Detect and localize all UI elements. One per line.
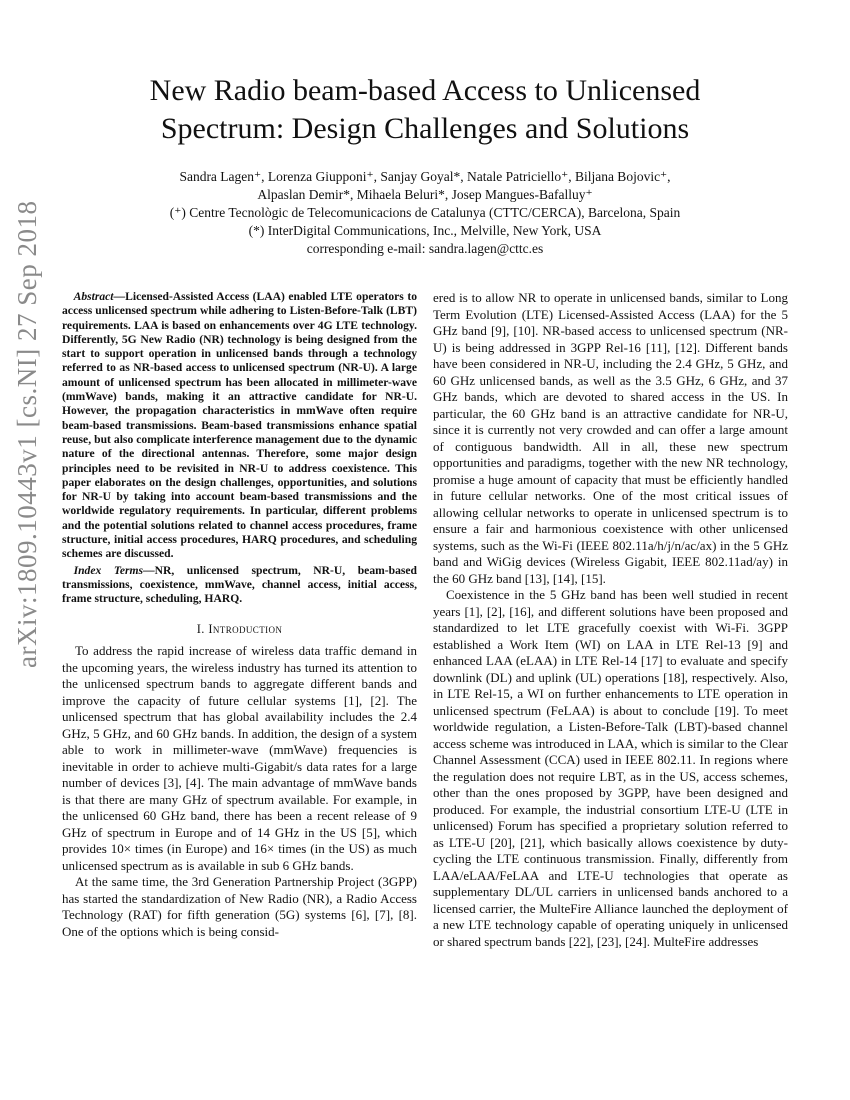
abstract-label: Abstract: [73, 290, 114, 303]
paper-title: [60, 72, 790, 148]
abstract: [62, 290, 417, 562]
intro-paragraph-2: At the same time, the 3rd Generation Partnership Project (3GPP) has started the standardization of New Radio (NR), a Radio Access Technology (RAT) for fifth generation (5G) systems [6], [7], [8]. One of the options which is being consid-: [62, 874, 417, 939]
title-line-2: Spectrum: Design Challenges and Solutions: [160, 112, 690, 145]
section-heading-introduction: [62, 621, 417, 638]
right-paragraph-2: Coexistence in the 5 GHz band has been well studied in recent years [1], [2], [16], and different solutions have been proposed and standardized to let LTE gracefully coexist with Wi-Fi. 3GPP established a Work Item (WI) on LAA in LTE Rel-13 [9] and enhanced LAA (eLAA) in LTE Rel-14 [17] to evaluate and specify downlink (DL) and uplink (UL) operations [18], respectively. Also, in LTE Rel-15, a WI on further enhancements to LTE operation in unlicensed spectrum (FeLAA) is about to conclude [19]. To meet worldwide regulation, a Listen-Before-Talk (LBT)-based channel access scheme was introduced in LAA, which is similar to the Clear Channel Assessment (CCA) used in IEEE 802.11. In regions where the regulation does not require LBT, as in the US, access schemes, other than the ones proposed by 3GPP, have been designed and produced. For example, the industrial consortium LTE-U (LTE in unlicensed) Forum has specified a proprietary solution referred to as LTE-U [20], [21], which basically allows coexistence by duty-cycling the LTE continuous transmission. Finally, differently from LAA/eLAA/FeLAA and LTE-U technologies that operate as supplementary DL/UL carriers in unlicensed bands anchored to a licensed carrier, the MulteFire Alliance launched the deployment of a new LTE technology capable of operating uniquely in unlicensed or shared spectrum bands [22], [23], [24]. MulteFire addresses: [433, 587, 788, 949]
right-paragraph-1: ered is to allow NR to operate in unlicensed bands, similar to Long Term Evolution (LTE) Licensed-Assisted Access (LAA) for the 5 GHz band [9], [10]. NR-based access to unlicensed spectrum (NR-U) is being addressed in 3GPP Rel-16 [11], [12]. Different bands have been considered in NR-U, including the 2.4 GHz, 5 GHz, and 60 GHz unlicensed bands, as well as the 3.5 GHz, 6 GHz, and 37 GHz bands, which are devoted to shared access in the US. In particular, the 60 GHz band is an attractive candidate for NR-U, since it is currently not very crowded and can offer a large amount of contiguous bandwidth. All in all, these new spectrum opportunities and paradigms, together with the new NR technology, promise a huge amount of capacity that must be efficiently handled in future cellular networks. One of the most critical issues of allowing cellular networks to operate in unlicensed spectrum is to ensure a fair and harmonious coexistence with other unlicensed systems, such as the Wi-Fi (IEEE 802.11a/h/j/n/ac/ax) in the 5 GHz band and WiGig devices (Wireless Gigabit, IEEE 802.11ad/ay) in the 60 GHz band [13], [14], [15].: [433, 290, 788, 586]
authors-line-1: Sandra Lagen⁺, Lorenza Giupponi⁺, Sanjay Goyal*, Natale Patriciello⁺, Biljana Bojovic⁺,: [179, 169, 671, 184]
section-title: Introduction: [208, 621, 283, 636]
affiliation-interdigital: (*) InterDigital Communications, Inc., Melville, New York, USA: [248, 223, 602, 238]
section-number: I.: [196, 621, 209, 636]
arxiv-identifier-stamp: arXiv:1809.10443v1 [cs.NI] 27 Sep 2018: [12, 200, 42, 668]
left-column: [62, 290, 417, 940]
intro-paragraph-1: To address the rapid increase of wireless data traffic demand in the upcoming years, the wireless industry has turned its attention to the unlicensed spectrum bands to aggregate different bands and improve the capacity of future cellular systems [1], [2]. The unlicensed spectrum that has global availability includes the 2.4 GHz, 5 GHz, and 60 GHz bands. In addition, the design of a system able to work in millimeter-wave (mmWave) frequencies is inevitable in order to achieve multi-Gigabit/s data rates for a large number of devices [3], [4]. The main advantage of mmWave bands is that there are many GHz of spectrum available. For example, in the unlicensed 60 GHz band, there has been a recent release of 9 GHz of spectrum in Europe and of 14 GHz in the US [5], which provides 10× times (in Europe) and 16× times (in the US) as much unlicensed spectrum as is available in sub 6 GHz bands.: [62, 643, 417, 873]
index-terms: [62, 564, 417, 607]
authors-line-2: Alpaslan Demir*, Mihaela Beluri*, Josep Mangues-Bafalluy⁺: [257, 187, 593, 202]
index-terms-label: Index Terms: [73, 563, 144, 577]
corresponding-email: corresponding e-mail: sandra.lagen@cttc.es: [306, 241, 544, 256]
right-column: [433, 290, 788, 950]
affiliation-cttc: (⁺) Centre Tecnològic de Telecomunicacions de Catalunya (CTTC/CERCA), Barcelona, Spain: [169, 205, 681, 220]
abstract-text: —Licensed-Assisted Access (LAA) enabled LTE operators to access unlicensed spectrum while adhering to Listen-Before-Talk (LBT) requirements. LAA is based on enhancements over 4G LTE technology. Differently, 5G New Radio (NR) technology is being designed from the start to support operation in unlicensed bands through a technology referred to as NR-based access to unlicensed spectrum (NR-U). A large amount of unlicensed spectrum has been allocated in millimeter-wave (mmWave) bands, making it an attractive candidate for NR-U. However, the propagation characteristics in mmWave often require beam-based transmissions. Beam-based transmissions enhance spatial reuse, but also complicate interference management due to the dynamic nature of the directional antennas. Therefore, some major design principles need to be revisited in NR-U to address coexistence. This paper elaborates on the design challenges, opportunities, and solutions for NR-U by taking into account beam-based transmissions and the worldwide regulatory requirements. In particular, different problems and the potential solutions related to channel access procedures, frame structure, initial access procedures, HARQ procedures, and scheduling schemes are discussed.: [62, 290, 417, 561]
author-block: [60, 168, 790, 258]
index-terms-text: —NR, unlicensed spectrum, NR-U, beam-based transmissions, coexistence, mmWave, channel access, initial access, frame structure, scheduling, HARQ.: [62, 563, 417, 606]
title-line-1: New Radio beam-based Access to Unlicensed: [149, 74, 701, 107]
